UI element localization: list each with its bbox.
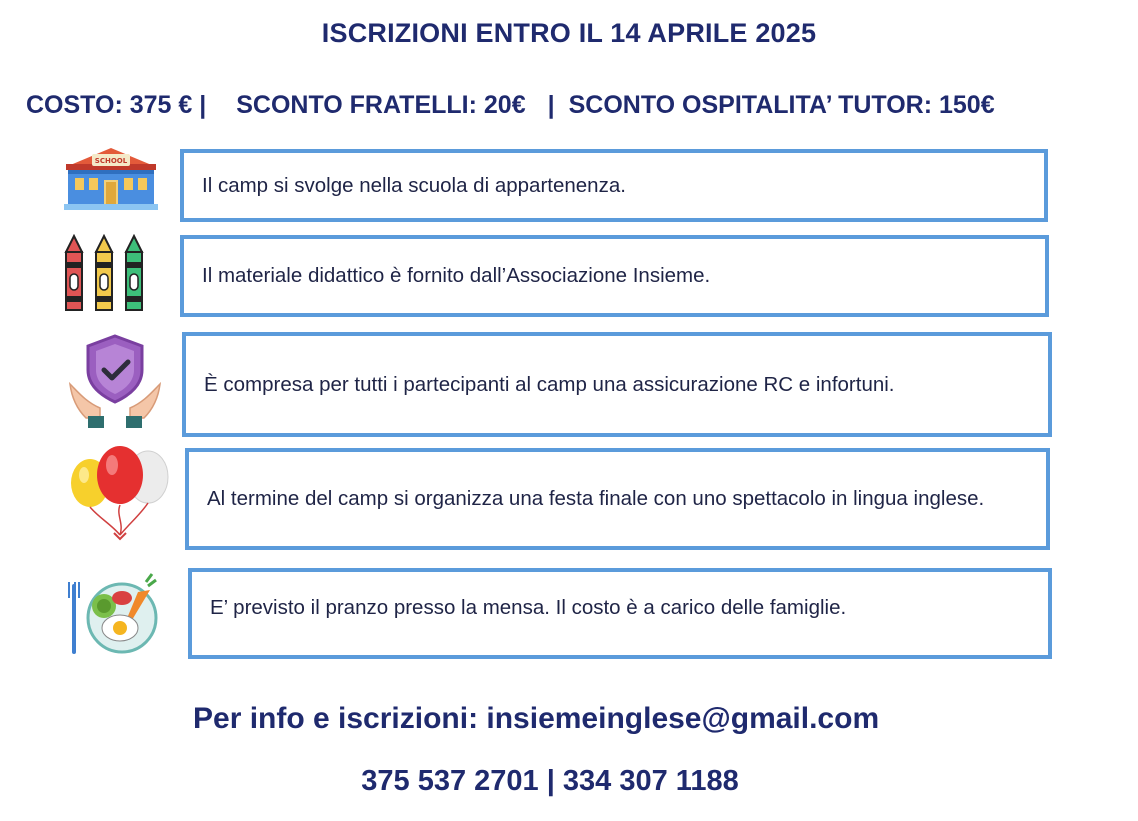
contact-phones: 375 537 2701 | 334 307 1188 bbox=[361, 765, 739, 797]
feature-box-party bbox=[185, 448, 1050, 550]
cost-separator: | bbox=[547, 91, 555, 119]
lunch-plate-icon bbox=[66, 568, 160, 658]
feature-text-materials: Il materiale didattico è fornito dall’Associazione Insieme. bbox=[202, 264, 711, 287]
siblings-discount: SCONTO FRATELLI: 20€ bbox=[236, 91, 526, 119]
feature-box-school bbox=[180, 149, 1048, 222]
feature-box-insurance bbox=[182, 332, 1052, 437]
feature-text-insurance: È compresa per tutti i partecipanti al camp una assicurazione RC e infortuni. bbox=[204, 373, 895, 396]
feature-text-party: Al termine del camp si organizza una festa finale con uno spettacolo in lingua inglese. bbox=[207, 487, 985, 510]
insurance-shield-icon bbox=[66, 332, 164, 430]
cost-price: COSTO: 375 € | bbox=[26, 91, 207, 119]
cost-line bbox=[26, 91, 995, 120]
crayons-icon bbox=[62, 234, 150, 314]
contact-info: Per info e iscrizioni: insiemeinglese@gmail.com bbox=[193, 702, 880, 735]
balloons-icon bbox=[68, 445, 172, 545]
feature-box-materials bbox=[180, 235, 1049, 317]
deadline-heading: ISCRIZIONI ENTRO IL 14 APRILE 2025 bbox=[321, 18, 817, 48]
school-sign-text: SCHOOL bbox=[94, 157, 128, 165]
feature-text-school: Il camp si svolge nella scuola di appartenenza. bbox=[202, 173, 626, 197]
school-icon bbox=[62, 146, 160, 212]
tutor-discount: SCONTO OSPITALITA’ TUTOR: 150€ bbox=[568, 91, 995, 119]
feature-box-lunch bbox=[188, 568, 1052, 659]
feature-text-lunch: E’ previsto il pranzo presso la mensa. Il costo è a carico delle famiglie. bbox=[210, 596, 847, 619]
